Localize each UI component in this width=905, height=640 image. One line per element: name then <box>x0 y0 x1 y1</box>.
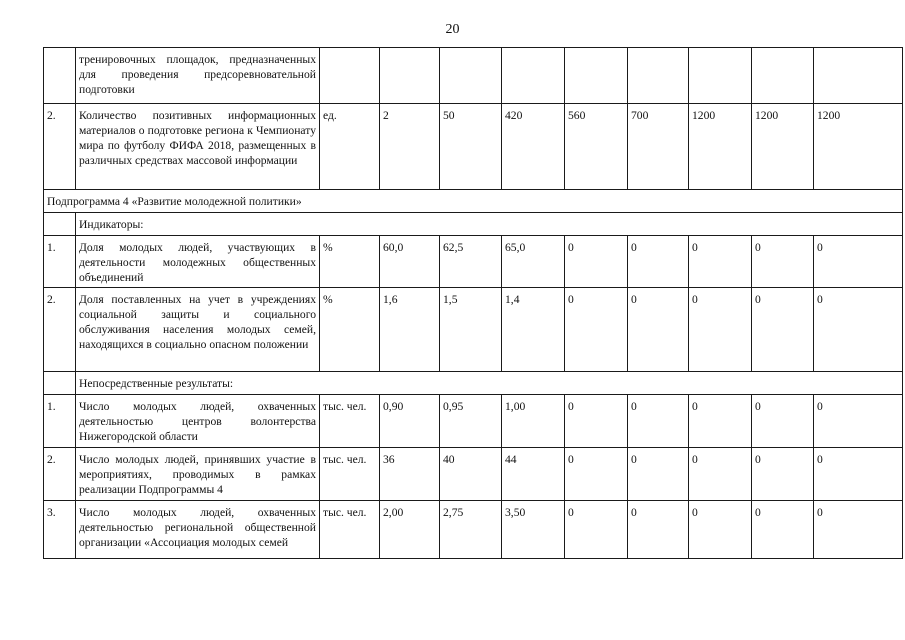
unit-cell: ед. <box>320 104 380 190</box>
value-2014-cell: 0,95 <box>440 395 502 448</box>
value-2017-cell: 0 <box>628 501 689 559</box>
value-2017-cell: 700 <box>628 104 689 190</box>
value-2019-cell: 0 <box>752 236 814 288</box>
value-2015-cell: 1,00 <box>502 395 565 448</box>
table-row <box>44 213 903 236</box>
value-2013-cell: 2,00 <box>380 501 440 559</box>
value-2017-cell: 0 <box>628 288 689 372</box>
value-2020-cell <box>814 48 903 104</box>
value-2013-cell: 2 <box>380 104 440 190</box>
value-2018-cell: 0 <box>689 395 752 448</box>
table-row <box>44 372 903 395</box>
table-row <box>44 48 903 104</box>
value-2019-cell <box>752 48 814 104</box>
value-2018-cell: 0 <box>689 501 752 559</box>
value-2014-cell: 62,5 <box>440 236 502 288</box>
value-2018-cell <box>689 48 752 104</box>
table-row <box>44 448 903 501</box>
value-2016-cell: 0 <box>565 236 628 288</box>
unit-cell <box>320 48 380 104</box>
value-2020-cell: 0 <box>814 448 903 501</box>
value-2017-cell: 0 <box>628 395 689 448</box>
indicator-description: тренировочных площадок, предназначенных для проведения предсоревновательной подготовки <box>76 48 320 104</box>
value-2013-cell <box>380 48 440 104</box>
section-title: Подпрограмма 4 «Развитие молодежной политики» <box>44 190 903 213</box>
value-2013-cell: 0,90 <box>380 395 440 448</box>
value-2015-cell: 420 <box>502 104 565 190</box>
value-2020-cell: 0 <box>814 395 903 448</box>
row-number-cell: 2. <box>44 104 76 190</box>
table-row <box>44 190 903 213</box>
row-number-cell <box>44 372 76 395</box>
value-2014-cell: 1,5 <box>440 288 502 372</box>
row-number-cell: 2. <box>44 448 76 501</box>
value-2019-cell: 0 <box>752 288 814 372</box>
unit-cell: тыс. чел. <box>320 448 380 501</box>
value-2015-cell: 65,0 <box>502 236 565 288</box>
indicator-description: Число молодых людей, принявших участие в мероприятиях, проводимых в рамках реализации Подпрограммы 4 <box>76 448 320 501</box>
value-2020-cell: 0 <box>814 236 903 288</box>
table-row <box>44 236 903 288</box>
row-number-cell: 1. <box>44 236 76 288</box>
value-2013-cell: 36 <box>380 448 440 501</box>
value-2020-cell: 0 <box>814 501 903 559</box>
value-2014-cell: 2,75 <box>440 501 502 559</box>
indicator-description: Доля молодых людей, участвующих в деятельности молодежных общественных объединений <box>76 236 320 288</box>
unit-cell: тыс. чел. <box>320 501 380 559</box>
value-2016-cell: 560 <box>565 104 628 190</box>
value-2018-cell: 0 <box>689 236 752 288</box>
table-row <box>44 288 903 372</box>
row-number-cell: 1. <box>44 395 76 448</box>
value-2017-cell: 0 <box>628 448 689 501</box>
value-2014-cell: 40 <box>440 448 502 501</box>
value-2016-cell: 0 <box>565 395 628 448</box>
row-number-cell <box>44 48 76 104</box>
value-2016-cell: 0 <box>565 448 628 501</box>
value-2014-cell <box>440 48 502 104</box>
unit-cell: % <box>320 288 380 372</box>
value-2019-cell: 1200 <box>752 104 814 190</box>
indicators-table <box>43 47 903 559</box>
value-2015-cell: 1,4 <box>502 288 565 372</box>
value-2015-cell <box>502 48 565 104</box>
unit-cell: % <box>320 236 380 288</box>
value-2020-cell: 0 <box>814 288 903 372</box>
value-2020-cell: 1200 <box>814 104 903 190</box>
value-2015-cell: 44 <box>502 448 565 501</box>
value-2016-cell: 0 <box>565 288 628 372</box>
value-2017-cell <box>628 48 689 104</box>
value-2019-cell: 0 <box>752 395 814 448</box>
value-2018-cell: 0 <box>689 288 752 372</box>
value-2018-cell: 0 <box>689 448 752 501</box>
row-number-cell: 2. <box>44 288 76 372</box>
indicator-description: Число молодых людей, охваченных деятельностью центров волонтерства Нижегородской области <box>76 395 320 448</box>
value-2014-cell: 50 <box>440 104 502 190</box>
row-number-cell: 3. <box>44 501 76 559</box>
table-row <box>44 501 903 559</box>
value-2019-cell: 0 <box>752 501 814 559</box>
value-2013-cell: 60,0 <box>380 236 440 288</box>
unit-cell: тыс. чел. <box>320 395 380 448</box>
value-2016-cell <box>565 48 628 104</box>
subheader-title: Непосредственные результаты: <box>76 372 903 395</box>
table-row <box>44 395 903 448</box>
page-number: 20 <box>445 22 460 37</box>
row-number-cell <box>44 213 76 236</box>
value-2018-cell: 1200 <box>689 104 752 190</box>
indicator-description: Количество позитивных информационных материалов о подготовке региона к Чемпионату мира по футболу ФИФА 2018, размещенных в различных средствах массовой информации <box>76 104 320 190</box>
table-row <box>44 104 903 190</box>
table-body <box>44 48 903 559</box>
value-2017-cell: 0 <box>628 236 689 288</box>
value-2016-cell: 0 <box>565 501 628 559</box>
value-2013-cell: 1,6 <box>380 288 440 372</box>
indicator-description: Доля поставленных на учет в учреждениях социальной защиты и социального обслуживания населения молодых семей, находящихся в социально опасном положении <box>76 288 320 372</box>
subheader-title: Индикаторы: <box>76 213 903 236</box>
value-2015-cell: 3,50 <box>502 501 565 559</box>
indicator-description: Число молодых людей, охваченных деятельностью региональной общественной организации «Ассоциация молодых семей <box>76 501 320 559</box>
value-2019-cell: 0 <box>752 448 814 501</box>
